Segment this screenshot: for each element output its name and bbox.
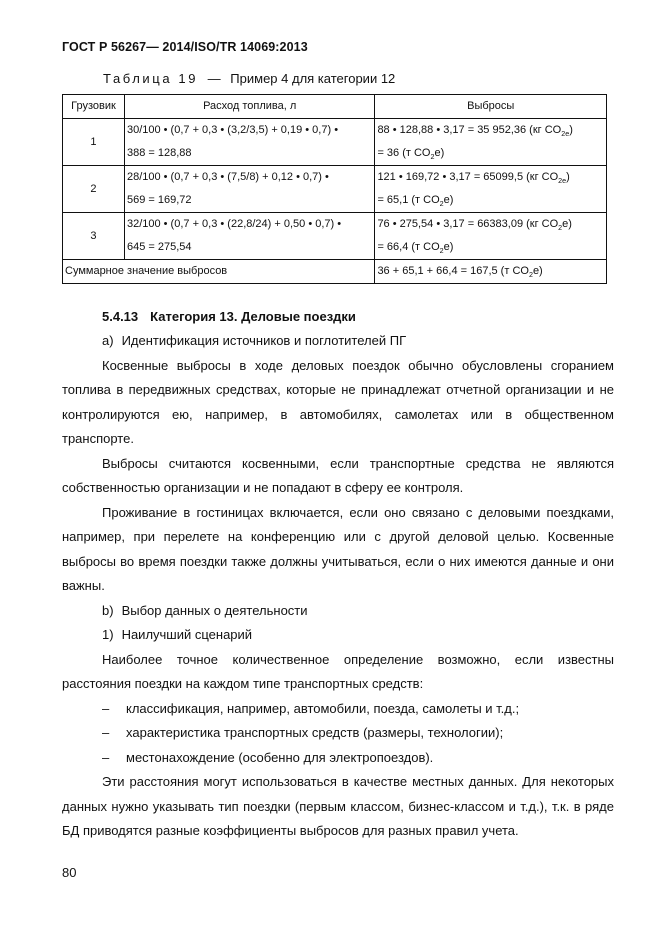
list-item-1: 1) Наилучший сценарий [102,627,253,642]
section-heading [102,309,356,324]
emissions-line: 121 • 169,72 • 3,17 = 65099,5 (кг $CO_{2e}$) [377,171,570,186]
table-caption-label: Таблица 19 [103,71,199,86]
section-number: 5.4.13 [102,309,139,324]
table-header-emissions: Выбросы [375,95,607,119]
fuel-line: 28/100 • (0,7 + 0,3 • (7,5/8) + 0,12 • 0,7) • [126,171,329,183]
emissions-cell [375,213,607,260]
fuel-line: 569 = 169,72 [126,194,192,206]
emissions-line: 88 • 128,88 • 3,17 = 35 952,36 (кг $CO_{2e}$) [377,124,573,139]
fuel-cell [124,166,374,213]
document-header: ГОСТ Р 56267— 2014/ISO/TR 14069:2013 [62,40,308,54]
total-label: Суммарное значение выбросов [63,260,375,284]
fuel-line: 30/100 • (0,7 + 0,3 • (3,2/3,5) + 0,19 • 0,7) • [126,124,339,136]
dash-list-item: – классификация, например, автомобили, поезда, самолеты и т.д.; [102,700,520,716]
total-value: 36 + 65,1 + 66,4 = 167,5 (т $CO_2е$) [375,260,607,284]
table-row [63,119,607,166]
dash-list-item: – местонахождение (особенно для электропоездов). [102,749,434,765]
truck-cell: 1 [63,119,125,166]
emissions-line: 76 • 275,54 • 3,17 = 66383,09 (кг $CO_2е$) [377,218,572,233]
dash-list-item: – характеристика транспортных средств (размеры, технологии); [102,725,504,740]
fuel-cell [124,213,374,260]
section-title: Категория 13. Деловые поездки [150,309,356,324]
table-caption-dash: — [207,71,221,86]
fuel-line: 388 = 128,88 [126,147,192,159]
table-row [63,166,607,213]
table-row [63,213,607,260]
paragraph: Выбросы считаются косвенными, если транспортные средства не являются собственностью организации и не попадают в сферу ее контроля. [62,455,614,495]
table-total-row [63,260,607,284]
paragraph: Косвенные выбросы в ходе деловых поездок обычно обусловлены сгоранием топлива в передвижных средствах, которые не принадлежат отчетной организации и не контролируются ею, например, в автомобилях, самолетах или в общественном транспорте. [62,357,614,446]
emissions-table [62,94,607,284]
table-header-row [63,95,607,119]
table-caption [103,71,395,86]
truck-cell: 3 [63,213,125,260]
table-header-truck: Грузовик [63,95,125,119]
emissions-cell [375,119,607,166]
table-caption-title: Пример 4 для категории 12 [230,71,396,86]
fuel-line: 645 = 275,54 [126,241,192,253]
table-header-fuel: Расход топлива, л [124,95,374,119]
paragraph: Наиболее точное количественное определение возможно, если известны расстояния поездки на каждом типе транспортных средств: [62,651,614,691]
fuel-line: 32/100 • (0,7 + 0,3 • (22,8/24) + 0,50 • 0,7) • [126,218,342,230]
list-item-a: a) Идентификация источников и поглотителей ПГ [102,333,407,348]
fuel-cell [124,119,374,166]
emissions-line: = 36 (т $CO_2е$) [377,147,445,162]
emissions-cell [375,166,607,213]
paragraph: Эти расстояния могут использоваться в качестве местных данных. Для некоторых данных нужно указывать тип поездки (первым классом, бизнес-классом и т.д.), т.к. в ряде БД приводятся разные коэффициенты выбросов для разных правил учета. [62,774,614,838]
emissions-line: = 66,4 (т $CO_2е$) [377,241,454,256]
body-text [62,329,614,844]
truck-cell: 2 [63,166,125,213]
page-number: 80 [62,865,77,880]
list-item-b: b) Выбор данных о деятельности [102,602,308,618]
paragraph: Проживание в гостиницах включается, если оно связано с деловыми поездками, например, при перелете на конференцию или с другой деловой целью. Косвенные выбросы во время поездки также должны учитываться, если о них имеются данные и они важны. [62,504,614,593]
emissions-line: = 65,1 (т $CO_2е$) [377,194,454,209]
